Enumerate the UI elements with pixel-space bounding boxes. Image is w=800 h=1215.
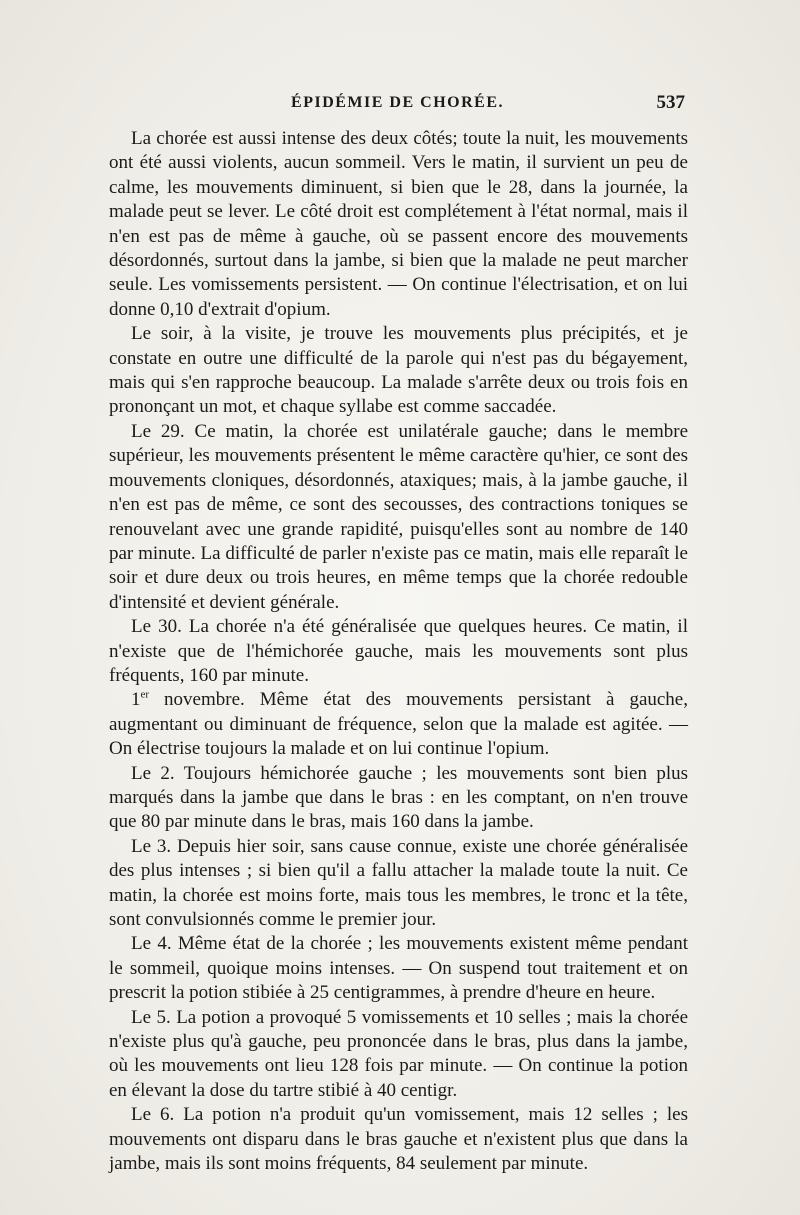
paragraph-4: Le 30. La chorée n'a été généralisée que quelques heures. Ce matin, il n'existe que de l'hémichorée gauche, mais les mouvements sont plus fréquents, 160 par minute. xyxy=(109,616,688,686)
paragraph-6: Le 2. Toujours hémichorée gauche ; les mouvements sont bien plus marqués dans la jambe que dans le bras : en les comptant, on n'en trouve que 80 par minute dans le bras, mais 160 dans la jambe. xyxy=(109,762,688,833)
date-number: 1 xyxy=(131,689,141,711)
paragraph-3: Le 29. Ce matin, la chorée est unilatérale gauche; dans le membre supérieur, les mouvements présentent le même caractère qu'hier, ce sont des mouvements cloniques, désordonnés, ataxiques; mais, à la jambe gauche, il n'en est pas de même, ce sont des secousses, des contractions toniques se renouvelant avec une grande rapidité, puisqu'elles sont au nombre de 140 par minute. La difficulté de parler n'existe pas ce matin, mais elle reparaît le soir et dure deux ou trois heures, en même temps que la chorée redouble d'intensité et devient générale. xyxy=(109,420,688,613)
paragraph-10: Le 6. La potion n'a produit qu'un vomissement, mais 12 selles ; les mouvements ont disparu dans le bras gauche et n'existent plus que dans la jambe, mais ils sont moins fréquents, 84 seulement par minute. xyxy=(109,1104,688,1175)
body-text xyxy=(109,127,688,1176)
paragraph-1: La chorée est aussi intense des deux côtés; toute la nuit, les mouvements ont été aussi violents, aucun sommeil. Vers le matin, il survient un peu de calme, les mouvements diminuent, si bien que le 28, dans la journée, la malade peut se lever. Le côté droit est complétement à l'état normal, mais il n'en est pas de même à gauche, où se passent encore des mouvements désordonnés, surtout dans la jambe, si bien que la malade ne peut marcher seule. Les vomissements persistent. — On continue l'électrisation, et on lui donne 0,10 d'extrait d'opium. xyxy=(109,128,688,320)
running-title: ÉPIDÉMIE DE CHORÉE. xyxy=(291,94,504,111)
page-number: 537 xyxy=(656,92,685,113)
paragraph-5 xyxy=(109,688,688,761)
paragraph-8: Le 4. Même état de la chorée ; les mouvements existent même pendant le sommeil, quoique moins intenses. — On suspend tout traitement et on prescrit la potion stibiée à 25 centigrammes, à prendre d'heure en heure. xyxy=(109,933,688,1004)
paragraph-2: Le soir, à la visite, je trouve les mouvements plus précipités, et je constate en outre une difficulté de la parole qui n'est pas du bégayement, mais qui s'en rapproche beaucoup. La malade s'arrête deux ou trois fois en prononçant un mot, et chaque syllabe est comme saccadée. xyxy=(109,323,688,418)
paragraph-7: Le 3. Depuis hier soir, sans cause connue, existe une chorée généralisée des plus intenses ; si bien qu'il a fallu attacher la malade toute la nuit. Ce matin, la chorée est moins forte, mais tous les membres, le tronc et la tête, sont convulsionnés comme le premier jour. xyxy=(109,835,688,930)
running-head xyxy=(110,94,685,124)
paragraph-5-text: novembre. Même état des mouvements persistant à gauche, augmentant ou diminuant de fréquence, selon que la malade est agitée. — On électrise toujours la malade et on lui continue l'opium. xyxy=(109,689,688,760)
ordinal-suffix: er xyxy=(140,689,150,702)
paragraph-9: Le 5. La potion a provoqué 5 vomissements et 10 selles ; mais la chorée n'existe plus qu'à gauche, peu prononcée dans le bras, plus dans la jambe, où les mouvements ont lieu 128 fois par minute. — On continue la potion en élevant la dose du tartre stibié à 40 centigr. xyxy=(109,1006,688,1101)
